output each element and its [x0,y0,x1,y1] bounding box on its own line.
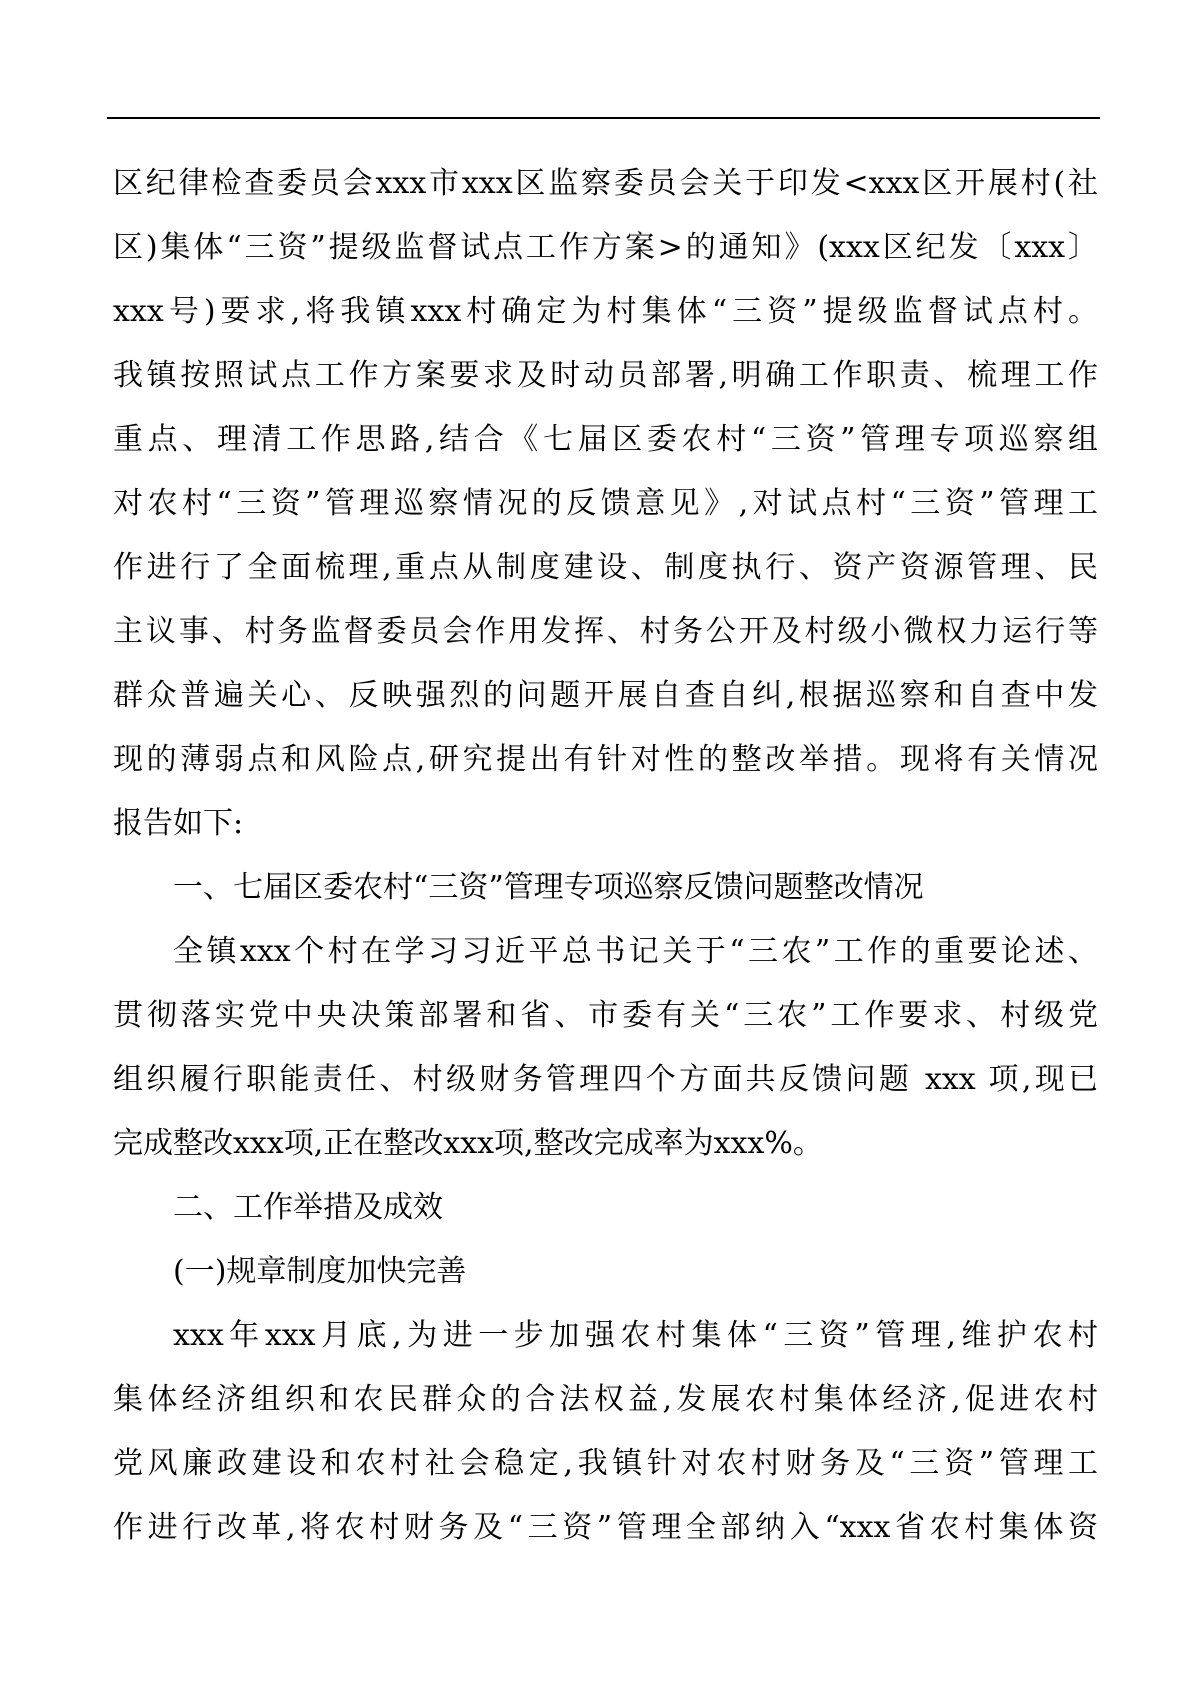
paragraph-line: 组织履行职能责任、村级财务管理四个方面共反馈问题 xxx 项,现已 [113,1062,1098,1097]
paragraph-line: 区纪律检查委员会xxx市xxx区监察委员会关于印发<xxx区开展村(社 [113,166,1098,201]
paragraph-line: xxx号)要求,将我镇xxx村确定为村集体“三资”提级监督试点村。 [113,294,1098,329]
document-body [113,152,1098,1560]
paragraph-line: 群众普遍关心、反映强烈的问题开展自查自纠,根据巡察和自查中发 [113,678,1098,713]
section-heading: 一、七届区委农村“三资”管理专项巡察反馈问题整改情况 [173,870,924,905]
paragraph-line: 全镇xxx个村在学习习近平总书记关于“三农”工作的重要论述、 [173,934,1098,969]
paragraph-line: 我镇按照试点工作方案要求及时动员部署,明确工作职责、梳理工作 [113,358,1098,393]
paragraph-line: 主议事、村务监督委员会作用发挥、村务公开及村级小微权力运行等 [113,614,1098,649]
paragraph-line: 贯彻落实党中央决策部署和省、市委有关“三农”工作要求、村级党 [113,998,1098,1033]
paragraph-line: 区)集体“三资”提级监督试点工作方案>的通知》(xxx区纪发〔xxx〕 [113,230,1098,265]
paragraph-line: 完成整改xxx项,正在整改xxx项,整改完成率为xxx%。 [113,1126,823,1161]
section-heading: 二、工作举措及成效 [173,1190,443,1225]
paragraph-line: 对农村“三资”管理巡察情况的反馈意见》,对试点村“三资”管理工 [113,486,1098,521]
paragraph-line: 现的薄弱点和风险点,研究提出有针对性的整改举措。现将有关情况 [113,742,1098,777]
paragraph-line: 报告如下: [113,806,244,841]
paragraph-line: 重点、理清工作思路,结合《七届区委农村“三资”管理专项巡察组 [113,422,1098,457]
paragraph-line: 集体经济组织和农民群众的合法权益,发展农村集体经济,促进农村 [113,1382,1098,1417]
subsection-heading: (一)规章制度加快完善 [173,1254,467,1289]
paragraph-line: 作进行了全面梳理,重点从制度建设、制度执行、资产资源管理、民 [113,550,1098,585]
paragraph-line: 党风廉政建设和农村社会稳定,我镇针对农村财务及“三资”管理工 [113,1446,1098,1481]
paragraph-line: xxx年xxx月底,为进一步加强农村集体“三资”管理,维护农村 [173,1318,1098,1353]
header-rule [107,117,1100,119]
paragraph-line: 作进行改革,将农村财务及“三资”管理全部纳入“xxx省农村集体资 [113,1510,1098,1545]
